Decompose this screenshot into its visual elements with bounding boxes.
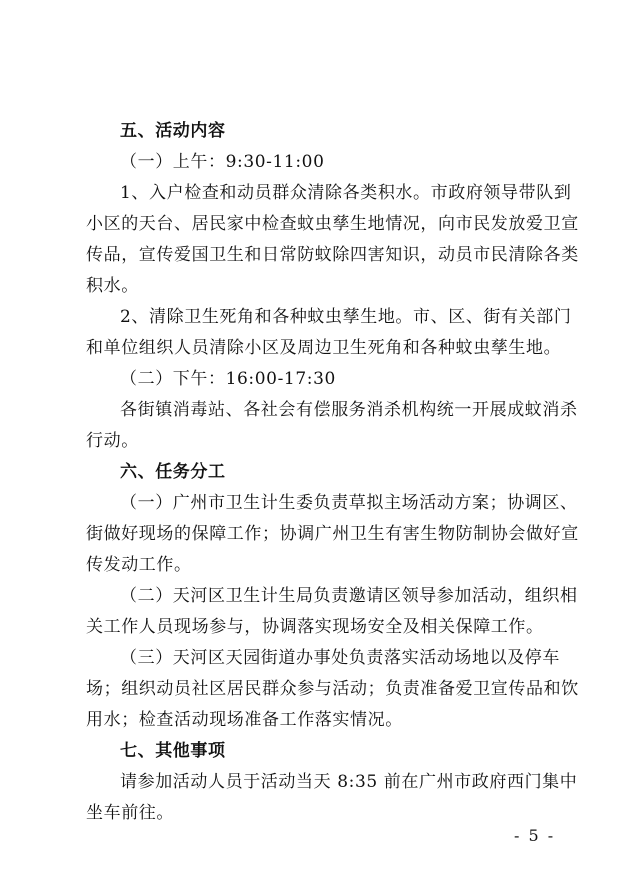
paragraph-line: 各街镇消毒站、各社会有偿服务消杀机构统一开展成蚊消杀 bbox=[120, 400, 578, 420]
paragraph-line: 场；组织动员社区居民群众参与活动；负责准备爱卫宣传品和饮 bbox=[86, 679, 579, 699]
paragraph-line: 积水。 bbox=[86, 276, 139, 296]
paragraph-line: 传品，宣传爱国卫生和日常防蚊除四害知识，动员市民清除各类 bbox=[86, 245, 579, 265]
page-number: - 5 - bbox=[514, 826, 556, 845]
subheading-afternoon: （二）下午：16:00-17:30 bbox=[120, 369, 336, 389]
paragraph-line: 小区的天台、居民家中检查蚊虫孳生地情况，向市民发放爱卫宣 bbox=[86, 214, 579, 234]
paragraph-line: 2、清除卫生死角和各种蚊虫孳生地。市、区、街有关部门 bbox=[120, 307, 572, 327]
paragraph-line: 和单位组织人员清除小区及周边卫生死角和各种蚊虫孳生地。 bbox=[86, 338, 562, 358]
paragraph-line: 1、入户检查和动员群众清除各类积水。市政府领导带队到 bbox=[120, 183, 572, 203]
paragraph-line: （三）天河区天园街道办事处负责落实活动场地以及停车 bbox=[120, 648, 560, 668]
section-heading-activity-content: 五、活动内容 bbox=[120, 121, 226, 141]
paragraph-line: （一）广州市卫生计生委负责草拟主场活动方案；协调区、 bbox=[120, 493, 578, 513]
paragraph-line: 行动。 bbox=[86, 431, 139, 451]
paragraph-line: 用水；检查活动现场准备工作落实情况。 bbox=[86, 710, 403, 730]
paragraph-line: 请参加活动人员于活动当天 8:35 前在广州市政府西门集中 bbox=[120, 772, 578, 792]
subheading-morning: （一）上午：9:30-11:00 bbox=[120, 152, 325, 172]
paragraph-line: （二）天河区卫生计生局负责邀请区领导参加活动，组织相 bbox=[120, 586, 578, 606]
paragraph-line: 街做好现场的保障工作；协调广州卫生有害生物防制协会做好宣 bbox=[86, 524, 579, 544]
paragraph-line: 传发动工作。 bbox=[86, 555, 192, 575]
paragraph-line: 关工作人员现场参与，协调落实现场安全及相关保障工作。 bbox=[86, 617, 544, 637]
section-heading-task-division: 六、任务分工 bbox=[120, 462, 226, 482]
paragraph-line: 坐车前往。 bbox=[86, 803, 174, 823]
document-body bbox=[86, 116, 579, 829]
section-heading-other-matters: 七、其他事项 bbox=[120, 741, 226, 761]
